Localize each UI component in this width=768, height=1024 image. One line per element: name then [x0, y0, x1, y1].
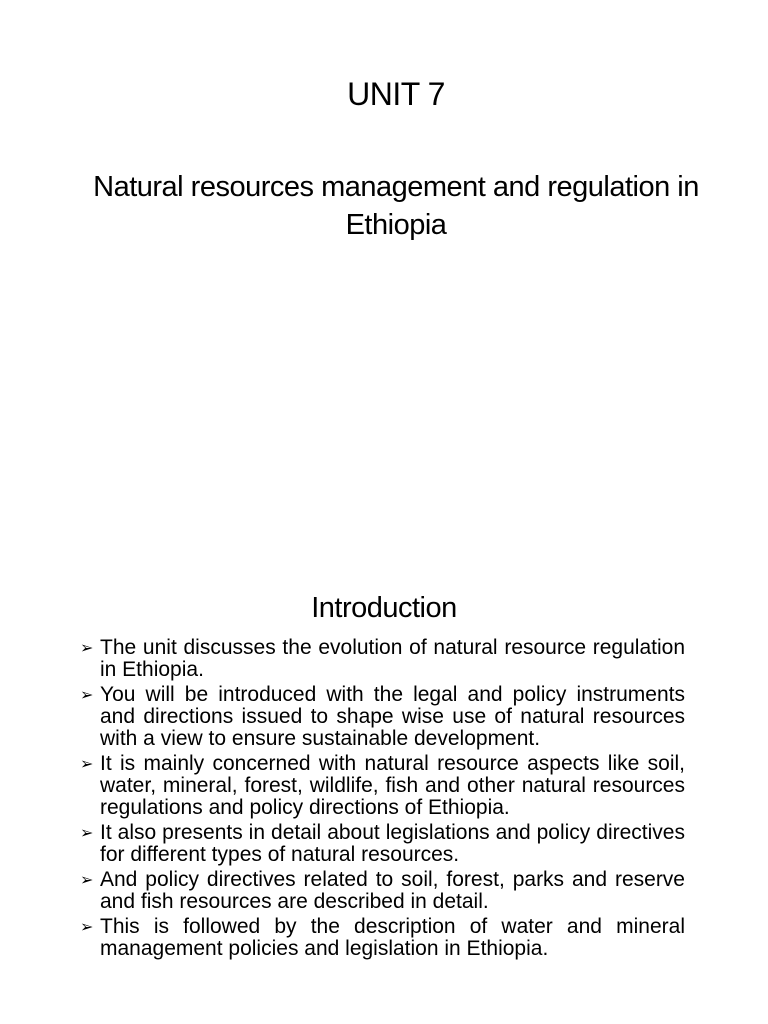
section-heading: Introduction — [311, 592, 457, 624]
bullet-text: And policy directives related to soil, forest, parks and reserve and fish resources are described in detail. — [100, 868, 685, 913]
bullet-text: It is mainly concerned with natural resource aspects like soil, water, mineral, forest, wildlife, fish and other natural resources regulations and policy directions of Ethiopia. — [100, 752, 685, 819]
arrow-bullet-icon: ➢ — [80, 823, 94, 842]
bullet-text: It also presents in detail about legislations and policy directives for different types of natural resources. — [100, 821, 685, 866]
bullet-text: The unit discusses the evolution of natural resource regulation in Ethiopia. — [100, 636, 685, 681]
bullet-item — [80, 916, 685, 960]
arrow-bullet-icon: ➢ — [80, 754, 94, 773]
arrow-bullet-icon: ➢ — [80, 917, 94, 936]
arrow-bullet-icon: ➢ — [80, 870, 94, 889]
bullet-text: You will be introduced with the legal and policy instruments and directions issued to shape wise use of natural resources with a view to ensure sustainable development. — [100, 683, 685, 750]
introduction-bullet-list — [80, 637, 685, 963]
bullet-item — [80, 869, 685, 913]
unit-title: UNIT 7 — [347, 76, 445, 112]
bullet-item — [80, 684, 685, 750]
bullet-item — [80, 753, 685, 819]
bullet-item — [80, 822, 685, 866]
arrow-bullet-icon: ➢ — [80, 685, 94, 704]
bullet-item — [80, 637, 685, 681]
bullet-text: This is followed by the description of water and mineral management policies and legislation in Ethiopia. — [100, 915, 685, 960]
unit-subtitle: Natural resources management and regulation in Ethiopia — [93, 171, 699, 241]
arrow-bullet-icon: ➢ — [80, 638, 94, 657]
